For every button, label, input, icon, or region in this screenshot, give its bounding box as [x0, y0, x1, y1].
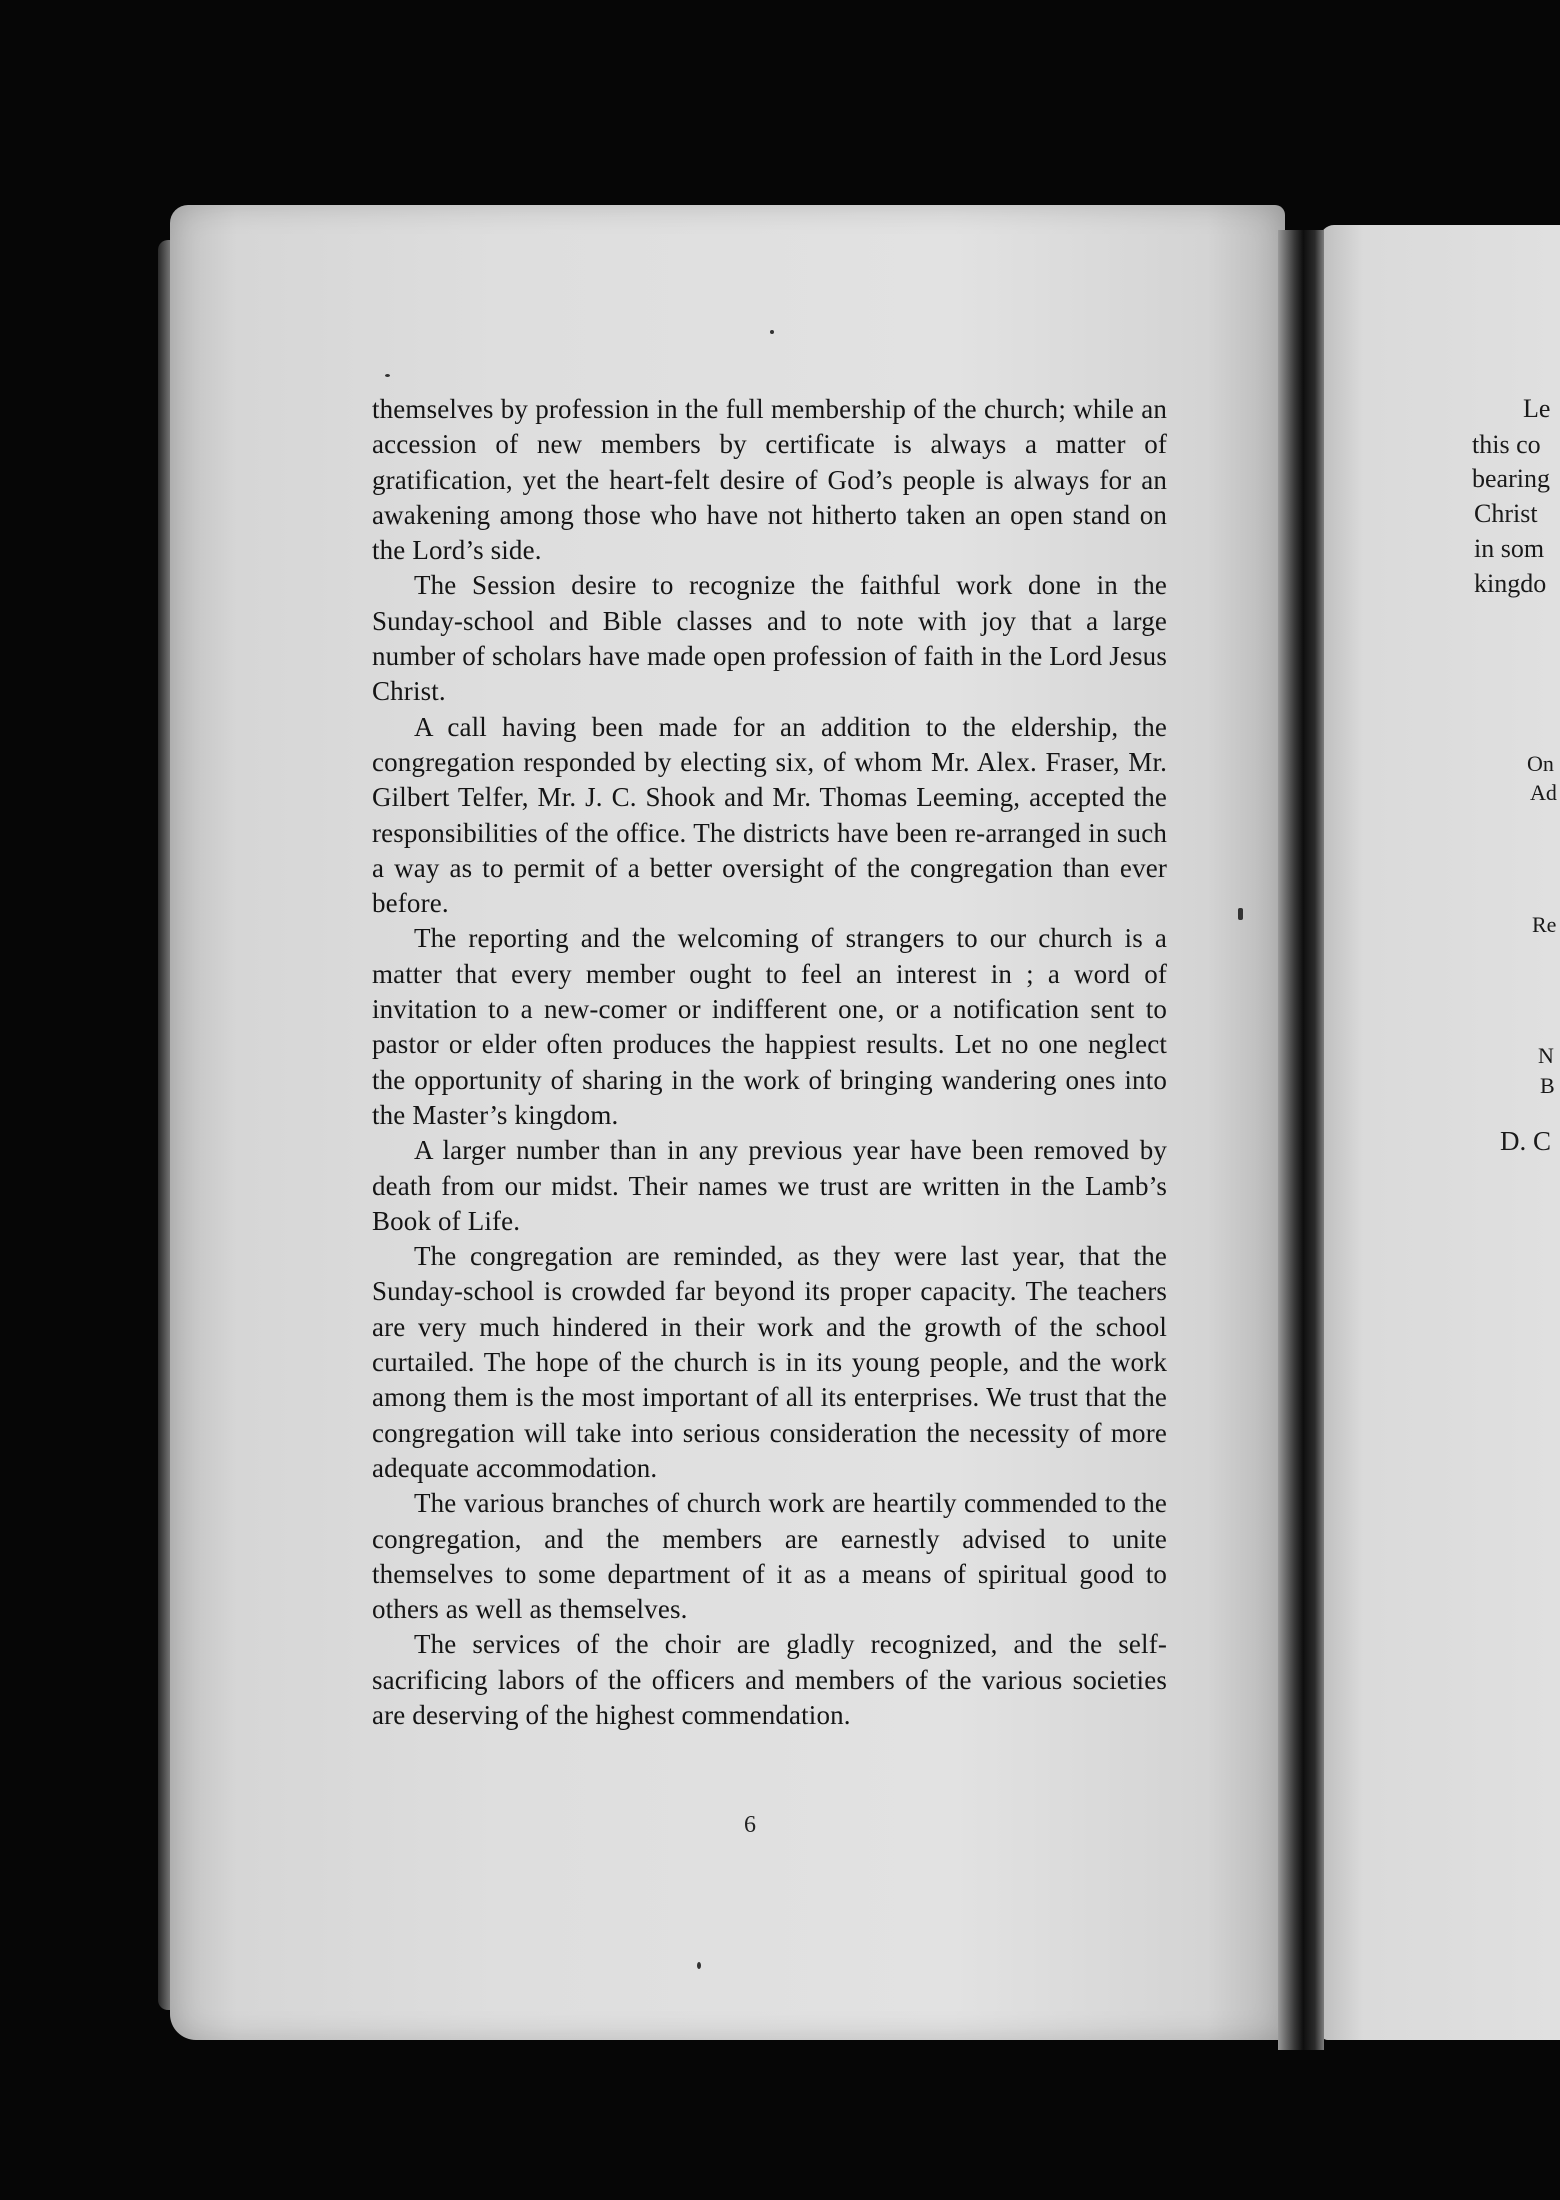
paragraph: The services of the choir are gladly recognized, and the self-sacrificing labors of the officers and members of the various societies are deserving of the highest commendation.	[372, 1629, 1167, 1730]
paragraph: The various branches of church work are heartily commended to the congregation, and the members are earnestly advised to unite themselves to some department of it as a means of spiritual good to others as well as themselves.	[372, 1488, 1167, 1625]
facing-page-fragment: D. C	[1500, 1126, 1552, 1156]
facing-page-fragment: kingdo	[1474, 569, 1547, 598]
facing-page-fragment: bearing	[1472, 464, 1550, 493]
facing-page-fragment: Christ	[1474, 499, 1538, 528]
scan-speck	[770, 330, 774, 334]
paragraph: A larger number than in any previous year have been removed by death from our midst. Their names we trust are written in the Lamb’s Book of Life.	[372, 1135, 1167, 1236]
paragraph: A call having been made for an addition to the eldership, the congregation responded by electing six, of whom Mr. Alex. Fraser, Mr. Gilbert Telfer, Mr. J. C. Shook and Mr. Thomas Leeming, accepted the responsibilities of the office. The districts have been re-arranged in such a way as to permit of a better oversight of the congregation than ever before.	[372, 711, 1167, 919]
facing-page-fragment: On	[1527, 751, 1554, 776]
scan-speck	[1238, 908, 1243, 920]
page-number: 6	[744, 1812, 756, 1838]
scan-speck	[385, 374, 390, 377]
facing-page-fragment: Ad	[1530, 780, 1557, 805]
scan-speck	[697, 1962, 701, 1969]
paragraph: The congregation are reminded, as they were last year, that the Sunday-school is crowded far beyond its proper capacity. The teachers are very much hindered in their work and the growth of the school curtailed. The hope of the church is in its young people, and the work among them is the most important of all its enterprises. We trust that the congregation will take into serious consideration the necessity of more adequate accommodation.	[372, 1241, 1167, 1483]
paragraph: themselves by profession in the full membership of the church; while an accession of new members by certificate is always a matter of gratification, yet the heart-felt desire of God’s people is always for an awakening among those who have not hitherto taken an open stand on the Lord’s side.	[372, 394, 1167, 566]
book-gutter	[1278, 230, 1324, 2050]
facing-page-fragment: Re	[1532, 912, 1557, 937]
paragraph: The Session desire to recognize the faithful work done in the Sunday-school and Bible classes and to note with joy that a large number of scholars have made open profession of faith in the Lord Jesus Christ.	[372, 570, 1167, 707]
facing-page-fragment: B	[1540, 1073, 1555, 1098]
paragraph: The reporting and the welcoming of strangers to our church is a matter that every member ought to feel an interest in ; a word of invitation to a new-comer or indifferent one, or a notification sent to pastor or elder often produces the happiest results. Let no one neglect the opportunity of sharing in the work of bringing wandering ones into the Master’s kingdom.	[372, 923, 1167, 1130]
facing-page-fragment: this co	[1472, 430, 1541, 459]
facing-page-fragment: in som	[1474, 534, 1545, 563]
facing-page-fragment: Le	[1523, 394, 1551, 423]
page-body-text	[372, 392, 1167, 1733]
facing-page-fragment: N	[1538, 1043, 1554, 1068]
